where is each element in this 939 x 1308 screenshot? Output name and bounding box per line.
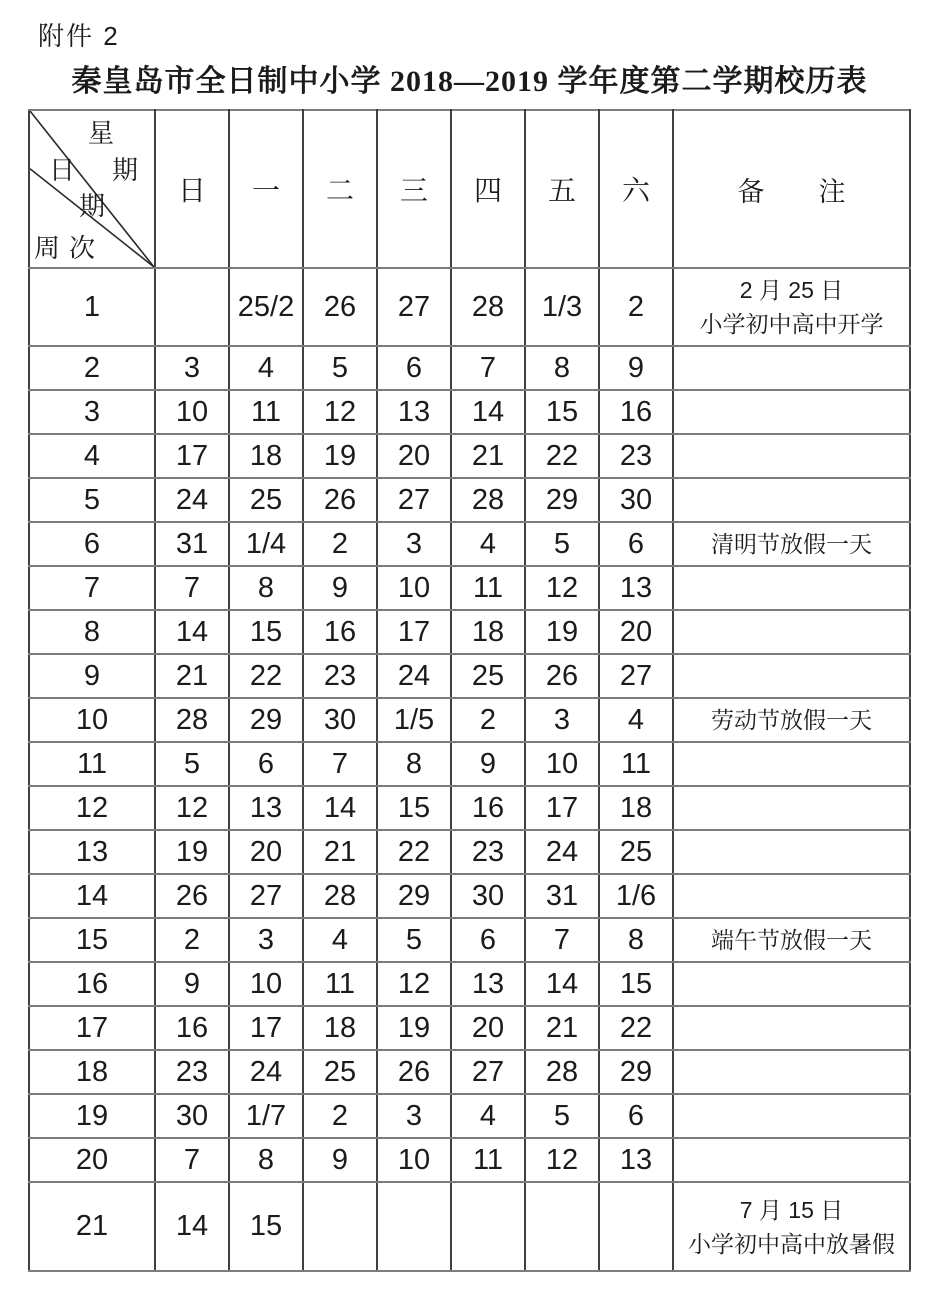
remark-line: 劳动节放假一天 [711,707,872,733]
week-number-cell: 2 [29,346,155,390]
day-cell: 20 [229,830,303,874]
day-cell: 2 [155,918,229,962]
day-cell: 5 [155,742,229,786]
day-cell: 2 [303,522,377,566]
day-cell: 14 [451,390,525,434]
day-cell: 3 [229,918,303,962]
day-cell [451,1182,525,1271]
day-cell: 5 [303,346,377,390]
day-cell: 25 [599,830,673,874]
day-cell: 5 [525,1094,599,1138]
day-cell: 5 [377,918,451,962]
day-cell: 14 [525,962,599,1006]
day-cell: 7 [155,1138,229,1182]
remark-cell [673,698,910,742]
day-cell: 27 [377,478,451,522]
day-cell [377,1182,451,1271]
day-cell: 29 [377,874,451,918]
day-cell: 16 [303,610,377,654]
table-row [29,698,910,742]
day-cell: 3 [525,698,599,742]
day-cell: 9 [155,962,229,1006]
day-cell: 5 [525,522,599,566]
day-cell: 29 [229,698,303,742]
day-cell: 9 [303,566,377,610]
week-number-cell: 10 [29,698,155,742]
day-header-mon: 一 [229,110,303,268]
day-cell: 8 [377,742,451,786]
day-cell: 4 [451,522,525,566]
remark-line: 端午节放假一天 [711,927,872,953]
day-cell: 29 [525,478,599,522]
day-cell: 22 [525,434,599,478]
day-cell: 16 [451,786,525,830]
table-row [29,610,910,654]
remark-cell [673,962,910,1006]
week-number-cell: 7 [29,566,155,610]
day-cell: 21 [155,654,229,698]
day-cell: 4 [599,698,673,742]
day-cell: 28 [525,1050,599,1094]
week-number-cell: 18 [29,1050,155,1094]
day-cell: 23 [303,654,377,698]
day-cell: 19 [303,434,377,478]
table-row [29,1006,910,1050]
table-row [29,918,910,962]
table-row [29,786,910,830]
day-cell: 8 [599,918,673,962]
day-cell: 12 [303,390,377,434]
day-cell: 10 [525,742,599,786]
remark-line: 小学初中高中开学 [699,311,884,337]
week-number-cell: 19 [29,1094,155,1138]
day-header-fri: 五 [525,110,599,268]
table-row [29,566,910,610]
remark-cell [673,1006,910,1050]
day-header-sun: 日 [155,110,229,268]
table-row [29,654,910,698]
week-number-cell: 12 [29,786,155,830]
day-cell [155,268,229,346]
day-cell: 17 [155,434,229,478]
day-cell: 4 [229,346,303,390]
day-cell: 31 [525,874,599,918]
day-cell: 13 [451,962,525,1006]
week-number-cell: 14 [29,874,155,918]
day-cell: 25 [229,478,303,522]
day-cell: 17 [377,610,451,654]
day-cell: 2 [303,1094,377,1138]
day-cell [303,1182,377,1271]
day-cell: 24 [377,654,451,698]
week-number-cell: 1 [29,268,155,346]
day-cell: 7 [525,918,599,962]
corner-date-char-1: 日 [49,155,76,185]
day-cell: 28 [451,268,525,346]
day-cell: 15 [525,390,599,434]
day-cell: 11 [451,566,525,610]
day-cell: 11 [303,962,377,1006]
day-cell: 14 [155,1182,229,1271]
remark-cell [673,918,910,962]
attachment-label: 附件 2 [38,21,120,51]
day-cell: 15 [599,962,673,1006]
day-cell: 16 [155,1006,229,1050]
day-cell: 31 [155,522,229,566]
day-cell: 16 [599,390,673,434]
day-cell: 18 [303,1006,377,1050]
day-cell: 12 [377,962,451,1006]
corner-week-char-2: 次 [69,233,96,263]
day-cell: 28 [451,478,525,522]
table-row [29,522,910,566]
day-cell: 15 [229,610,303,654]
day-cell: 24 [155,478,229,522]
remark-cell [673,522,910,566]
day-cell: 1/3 [525,268,599,346]
day-cell: 15 [377,786,451,830]
table-row [29,742,910,786]
day-cell: 18 [229,434,303,478]
remark-cell [673,786,910,830]
week-number-cell: 15 [29,918,155,962]
remark-cell [673,478,910,522]
remark-cell [673,390,910,434]
day-cell: 23 [451,830,525,874]
remark-cell [673,268,910,346]
day-cell: 21 [451,434,525,478]
day-cell: 10 [377,1138,451,1182]
day-cell: 23 [599,434,673,478]
table-row [29,268,910,346]
corner-inner [30,111,154,267]
remark-line: 小学初中高中放暑假 [688,1230,895,1257]
day-cell: 17 [229,1006,303,1050]
remark-line: 7 月 15 日 [739,1196,844,1223]
day-cell: 29 [599,1050,673,1094]
remark-cell [673,610,910,654]
remark-cell [673,1050,910,1094]
day-cell: 27 [599,654,673,698]
day-cell: 1/4 [229,522,303,566]
remark-cell [673,434,910,478]
day-cell: 26 [303,478,377,522]
day-cell: 23 [155,1050,229,1094]
remark-cell [673,346,910,390]
day-cell: 13 [377,390,451,434]
day-cell: 25/2 [229,268,303,346]
calendar-body [29,268,910,1271]
day-cell: 11 [229,390,303,434]
day-cell: 17 [525,786,599,830]
day-cell: 3 [377,522,451,566]
day-cell: 28 [303,874,377,918]
table-row [29,346,910,390]
day-cell: 26 [303,268,377,346]
day-cell: 19 [377,1006,451,1050]
calendar-table [28,109,911,1272]
day-cell: 14 [155,610,229,654]
remark-line: 2 月 25 日 [739,277,844,303]
day-cell: 22 [599,1006,673,1050]
week-number-cell: 21 [29,1182,155,1271]
day-cell: 12 [525,1138,599,1182]
day-cell: 6 [377,346,451,390]
day-cell: 21 [303,830,377,874]
table-row [29,1050,910,1094]
header-row [29,110,910,268]
day-cell: 6 [229,742,303,786]
day-cell: 30 [303,698,377,742]
week-number-cell: 17 [29,1006,155,1050]
day-cell: 10 [155,390,229,434]
day-cell: 22 [377,830,451,874]
day-cell [525,1182,599,1271]
day-cell: 25 [303,1050,377,1094]
day-cell: 18 [451,610,525,654]
day-cell: 11 [451,1138,525,1182]
corner-week-char-1: 周 [34,233,61,263]
remark-cell [673,654,910,698]
day-cell: 20 [377,434,451,478]
remark-cell [673,742,910,786]
day-cell: 19 [525,610,599,654]
table-row [29,478,910,522]
week-number-cell: 6 [29,522,155,566]
day-cell: 2 [451,698,525,742]
day-cell: 7 [303,742,377,786]
day-cell: 26 [377,1050,451,1094]
page-title: 秦皇岛市全日制中小学 2018—2019 学年度第二学期校历表 [71,65,868,98]
day-cell: 4 [303,918,377,962]
day-cell: 9 [451,742,525,786]
day-cell: 8 [229,566,303,610]
remark-header: 备 注 [673,110,910,268]
table-row [29,1094,910,1138]
day-cell: 24 [229,1050,303,1094]
remark-cell [673,1182,910,1271]
day-cell: 24 [525,830,599,874]
day-cell: 25 [451,654,525,698]
remark-cell [673,830,910,874]
week-number-cell: 9 [29,654,155,698]
table-row [29,962,910,1006]
day-cell: 6 [599,522,673,566]
day-cell: 1/5 [377,698,451,742]
day-cell: 6 [451,918,525,962]
remark-cell [673,874,910,918]
day-cell: 26 [155,874,229,918]
corner-date-char-2: 期 [79,191,106,221]
table-row [29,1138,910,1182]
day-cell: 13 [599,566,673,610]
day-cell: 20 [451,1006,525,1050]
day-cell: 27 [229,874,303,918]
day-cell: 18 [599,786,673,830]
day-cell: 26 [525,654,599,698]
table-row [29,1182,910,1271]
day-cell: 3 [155,346,229,390]
week-number-cell: 5 [29,478,155,522]
day-cell: 28 [155,698,229,742]
day-cell: 13 [229,786,303,830]
day-header-tue: 二 [303,110,377,268]
day-cell: 27 [377,268,451,346]
day-cell: 7 [451,346,525,390]
day-cell: 14 [303,786,377,830]
day-cell: 6 [599,1094,673,1138]
day-cell: 10 [377,566,451,610]
week-number-cell: 3 [29,390,155,434]
remark-cell [673,566,910,610]
day-cell: 7 [155,566,229,610]
day-cell: 4 [451,1094,525,1138]
day-cell: 8 [525,346,599,390]
week-number-cell: 8 [29,610,155,654]
day-header-sat: 六 [599,110,673,268]
day-cell: 27 [451,1050,525,1094]
day-cell: 30 [599,478,673,522]
day-cell: 10 [229,962,303,1006]
day-cell: 11 [599,742,673,786]
day-cell: 12 [525,566,599,610]
remark-cell [673,1094,910,1138]
day-cell: 12 [155,786,229,830]
day-cell: 2 [599,268,673,346]
corner-weekday-char-1: 星 [88,118,115,148]
table-row [29,830,910,874]
day-cell: 8 [229,1138,303,1182]
week-number-cell: 20 [29,1138,155,1182]
remark-line: 清明节放假一天 [711,531,872,557]
day-cell: 1/7 [229,1094,303,1138]
day-cell: 21 [525,1006,599,1050]
table-row [29,434,910,478]
week-number-cell: 4 [29,434,155,478]
week-number-cell: 13 [29,830,155,874]
day-cell: 20 [599,610,673,654]
day-header-wed: 三 [377,110,451,268]
day-cell: 13 [599,1138,673,1182]
table-row [29,390,910,434]
day-cell: 15 [229,1182,303,1271]
day-cell: 30 [155,1094,229,1138]
week-number-cell: 16 [29,962,155,1006]
day-cell [599,1182,673,1271]
corner-header-cell [29,110,155,268]
day-header-thu: 四 [451,110,525,268]
day-cell: 19 [155,830,229,874]
day-cell: 9 [303,1138,377,1182]
day-cell: 1/6 [599,874,673,918]
remark-cell [673,1138,910,1182]
day-cell: 9 [599,346,673,390]
week-number-cell: 11 [29,742,155,786]
day-cell: 30 [451,874,525,918]
day-cell: 3 [377,1094,451,1138]
corner-weekday-char-2: 期 [112,155,139,185]
table-row [29,874,910,918]
day-cell: 22 [229,654,303,698]
